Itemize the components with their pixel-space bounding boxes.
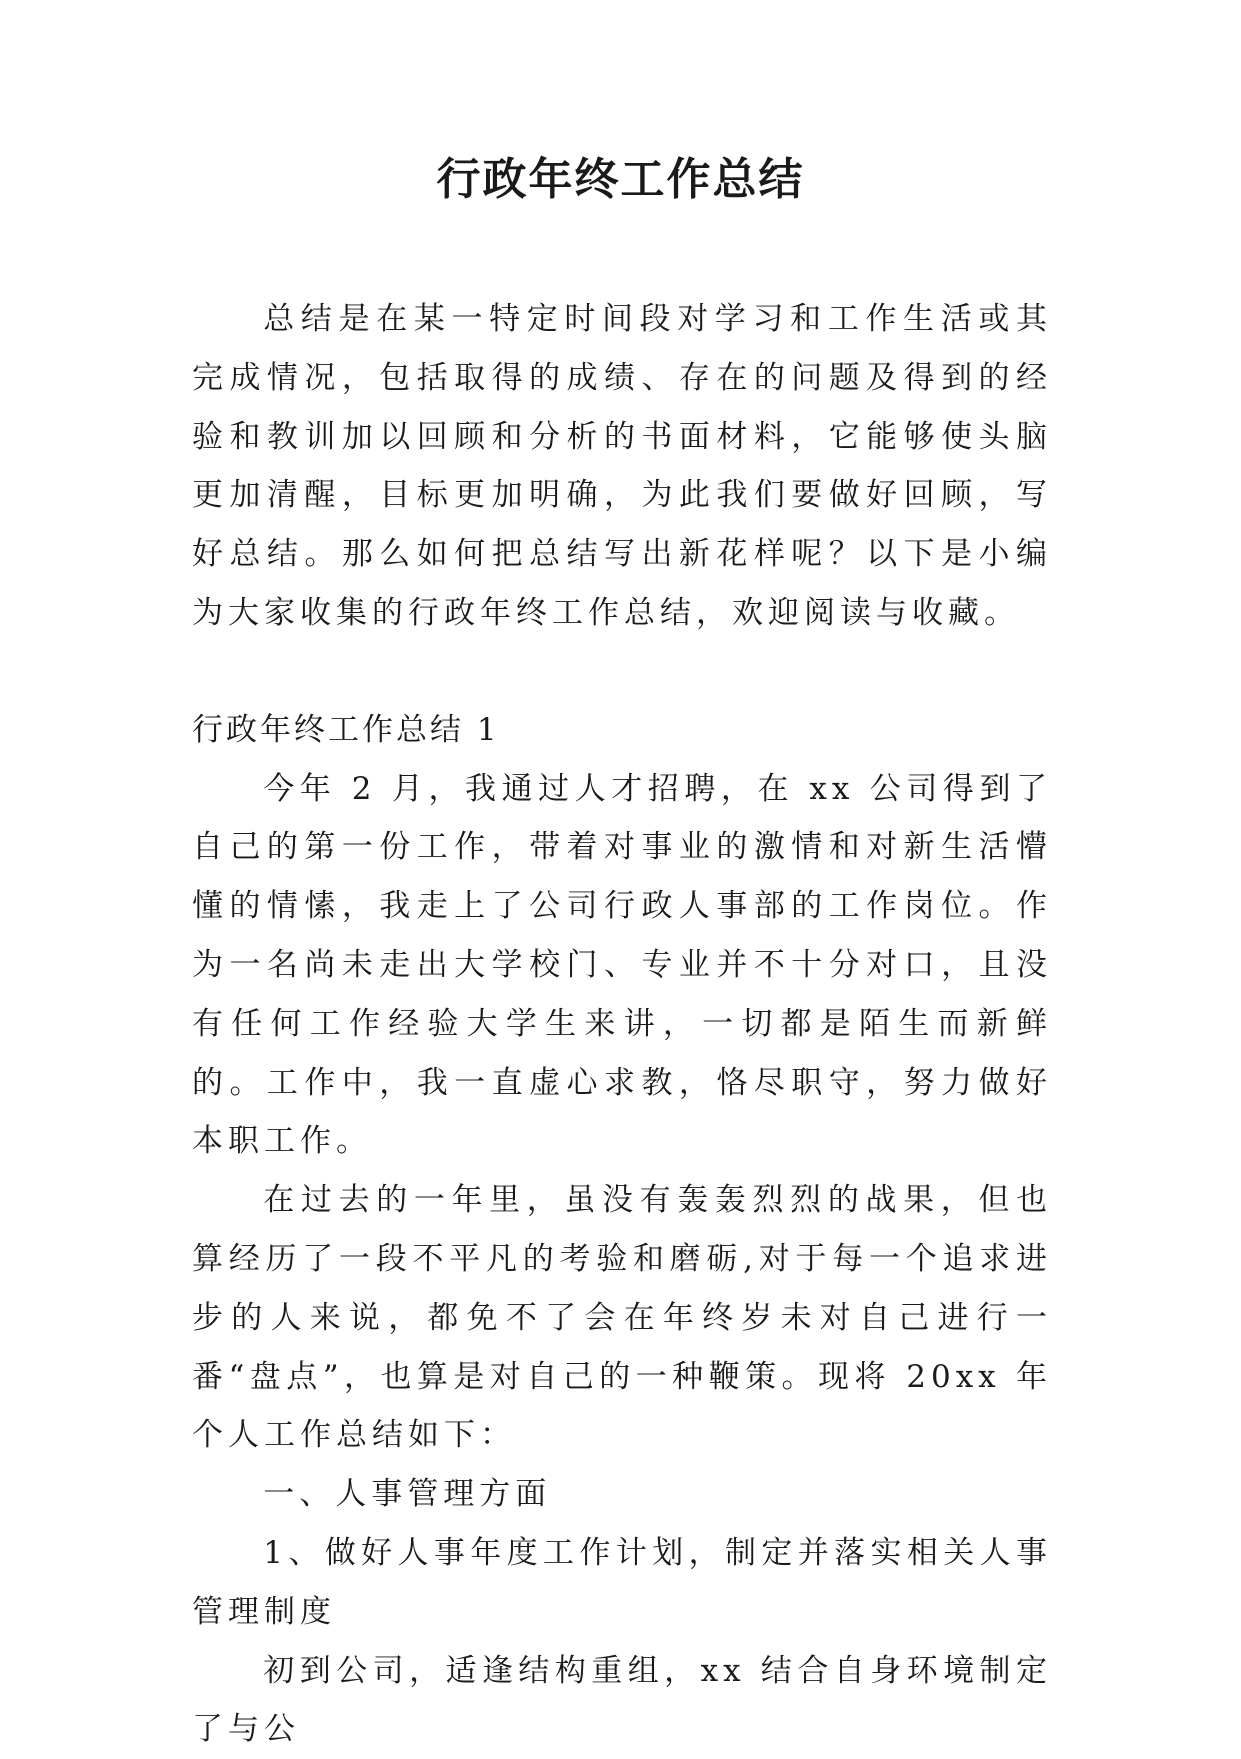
subheading-item-1: 1、做好人事年度工作计划，制定并落实相关人事管理制度 bbox=[192, 1534, 1052, 1630]
subheading-personnel: 一、人事管理方面 bbox=[263, 1476, 552, 1513]
body-paragraph-3: 初到公司，适逢结构重组，xx 结合自身环境制定了与公 bbox=[192, 1652, 1052, 1748]
body-paragraph-1: 今年 2 月，我通过人才招聘，在 xx 公司得到了自己的第一份工作，带着对事业的激情和对新生活懵懂的情愫，我走上了公司行政人事部的工作岗位。作为一名尚未走出大学校门、专业并不十分对口，且没有任何工作经验大学生来讲，一切都是陌生而新鲜的。工作中，我一直虚心求教，恪尽职守，努力做好本职工作。 bbox=[192, 770, 1052, 1160]
paragraph-gap bbox=[192, 643, 1052, 701]
intro-paragraph: 总结是在某一特定时间段对学习和工作生活或其完成情况，包括取得的成绩、存在的问题及得到的经验和教训加以回顾和分析的书面材料，它能够使头脑更加清醒，目标更加明确，为此我们要做好回顾，写好总结。那么如何把总结写出新花样呢？以下是小编为大家收集的行政年终工作总结，欢迎阅读与收藏。 bbox=[192, 301, 1052, 631]
section-heading: 行政年终工作总结 1 bbox=[192, 711, 500, 748]
document-body bbox=[192, 290, 1052, 1759]
document-title: 行政年终工作总结 bbox=[436, 154, 805, 205]
body-paragraph-2: 在过去的一年里，虽没有轰轰烈烈的战果，但也算经历了一段不平凡的考验和磨砺,对于每一个追求进步的人来说，都免不了会在年终岁未对自己进行一番“盘点”，也算是对自己的一种鞭策。现将 20xx 年个人工作总结如下： bbox=[192, 1182, 1052, 1454]
